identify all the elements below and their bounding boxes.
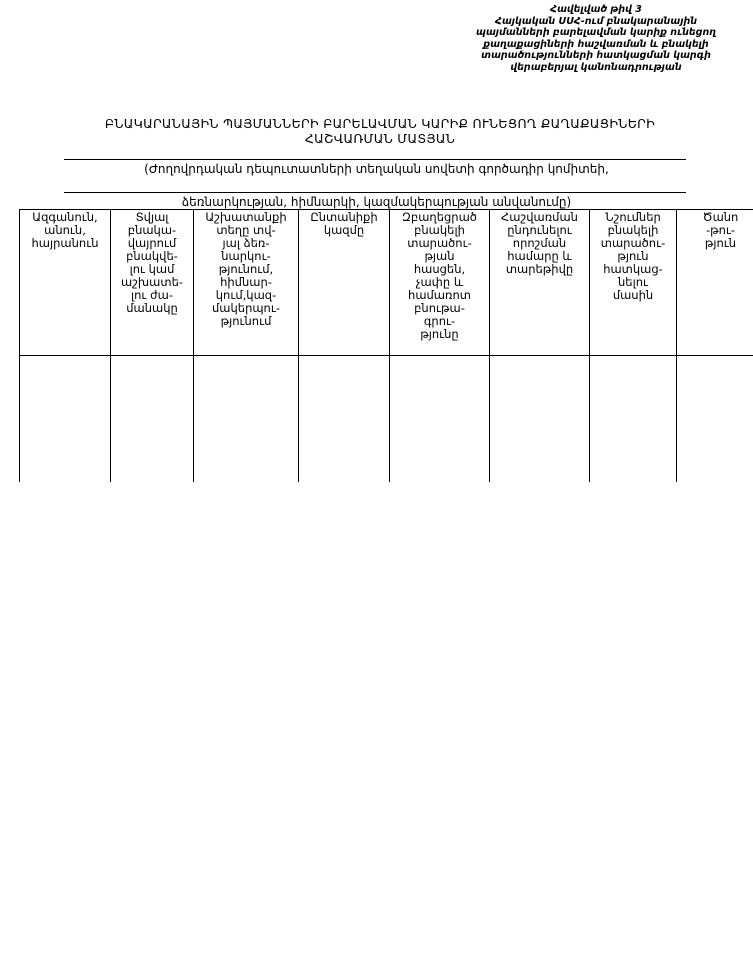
annex-header bbox=[440, 4, 752, 74]
register-table bbox=[19, 209, 753, 482]
column-header-workplace: Աշխատանքի տեղը տվ- յալ ձեռ- նարկու- թյունում, հիմնար- կում,կազ- մակերպու- թյունում bbox=[194, 210, 299, 356]
column-header-residence-time: Տվյալ բնակա- վայրում բնակվե- լու կամ աշխատե- լու ժա- մանակը bbox=[111, 210, 194, 356]
document-title-line-1: ԲՆԱԿԱՐԱՆԱՅԻՆ ՊԱՅՄԱՆՆԵՐԻ ԲԱՐԵԼԱՎՄԱՆ ԿԱՐԻՔ ՈՒՆԵՑՈՂ ՔԱՂԱՔԱՑԻՆԵՐԻ bbox=[104, 116, 656, 131]
table-cell-empty bbox=[194, 356, 299, 483]
table-cell-empty bbox=[390, 356, 490, 483]
table-header-row bbox=[20, 210, 753, 356]
table-cell-empty bbox=[20, 356, 111, 483]
table-cell-empty bbox=[590, 356, 677, 483]
table-cell-empty bbox=[299, 356, 390, 483]
annex-line-5: տարածությունների հատկացման կարգի bbox=[481, 50, 711, 62]
caption-line-1: (Ժողովրդական դեպուտատների տեղական սովետի գործադիր կոմիտեի, bbox=[144, 162, 609, 176]
document-title-line-2: ՀԱՇՎԱՌՄԱՆ ՄԱՏՅԱՆ bbox=[304, 131, 456, 146]
column-header-allocation-notes: Նշումներ բնակելի տարածու- թյուն հատկաց- նելու մասին bbox=[590, 210, 677, 356]
annex-line-2: Հայկական ՍՍՀ-ում բնակարանային bbox=[494, 15, 698, 27]
column-header-full-name: Ազգանուն, անուն, հայրանուն bbox=[20, 210, 111, 356]
document-title bbox=[40, 116, 720, 146]
fill-in-line-top bbox=[64, 159, 686, 160]
caption-line-2: ձեռնարկության, հիմնարկի, կազմակերպության անվանումը) bbox=[181, 195, 572, 209]
annex-line-1: Հավելված թիվ 3 bbox=[550, 4, 642, 15]
table-cell-empty bbox=[490, 356, 590, 483]
fill-in-line-bottom bbox=[64, 192, 686, 193]
column-header-family: Ընտանիքի կազմը bbox=[299, 210, 390, 356]
column-header-address: Զբաղեցրած բնակելի տարածու- թյան հասցեն, չափը և համառոտ բնութա- գրու- թյունը bbox=[390, 210, 490, 356]
table-cell-empty bbox=[111, 356, 194, 483]
column-header-decision: Հաշվառման ընդունելու որոշման համարը և տարեթիվը bbox=[490, 210, 590, 356]
annex-line-3: պայմանների բարելավման կարիք ունեցող bbox=[475, 27, 717, 39]
column-header-remark: Ծանո -թու- թյուն bbox=[677, 210, 753, 356]
table-row bbox=[20, 356, 753, 483]
annex-line-6: վերաբերյալ կանոնադրության bbox=[510, 61, 682, 73]
annex-line-4: քաղաքացիների հաշվառման և բնակելի bbox=[483, 38, 709, 50]
table-cell-empty bbox=[677, 356, 753, 483]
